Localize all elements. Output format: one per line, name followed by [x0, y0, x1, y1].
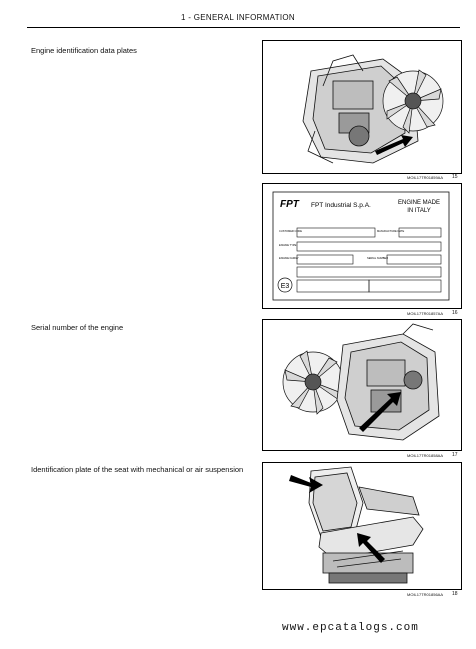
- figure-ref: MOIL17TR01856AA: [407, 592, 444, 597]
- figure-seat: [262, 462, 462, 590]
- figure-data-plate: [262, 183, 462, 309]
- section-caption-serial-number: Serial number of the engine: [31, 323, 124, 332]
- seat-illustration: [263, 463, 461, 589]
- figure-ref: MOIL17TR01857AA: [407, 311, 444, 316]
- figure-engine-serial: [262, 319, 462, 451]
- plate-serial-number-label: SERIAL NUMBER: [367, 257, 389, 260]
- figure-number: 16: [452, 310, 458, 316]
- figure-number: 17: [452, 452, 458, 458]
- plate-brand: FPT: [280, 199, 299, 210]
- plate-manufacture-date-label: MANUFACTURE DATE: [377, 230, 405, 233]
- figure-number: 15: [452, 174, 458, 180]
- section-caption-engine-plates: Engine identification data plates: [31, 46, 137, 55]
- plate-company: FPT Industrial S.p.A.: [311, 202, 371, 209]
- figure-number: 18: [452, 591, 458, 597]
- section-caption-seat-plate: Identification plate of the seat with mechanical or air suspension: [31, 465, 244, 474]
- engine-serial-illustration: [263, 320, 461, 450]
- watermark-footer: www.epcatalogs.com: [282, 622, 419, 634]
- header-rule: [27, 27, 460, 28]
- plate-engine-family-label: ENGINE FAMILY: [279, 257, 299, 260]
- plate-customer-code-label: CUSTOMER CODE: [279, 230, 303, 233]
- fan-blades: [283, 351, 343, 414]
- plate-e3-mark: E3: [280, 283, 290, 290]
- figure-engine-drawing: [262, 40, 462, 174]
- figure-ref: MOIL17TR01858AA: [407, 453, 444, 458]
- figure-ref: MOIL17TR01859AA: [407, 175, 444, 180]
- engine-illustration: [263, 41, 461, 173]
- plate-made-line2: IN ITALY: [407, 208, 431, 214]
- plate-made-line1: ENGINE MADE: [397, 200, 441, 206]
- data-plate-illustration: [263, 184, 461, 308]
- plate-engine-type-label: ENGINE TYPE: [279, 244, 297, 247]
- page-header-title: 1 - GENERAL INFORMATION: [180, 13, 296, 22]
